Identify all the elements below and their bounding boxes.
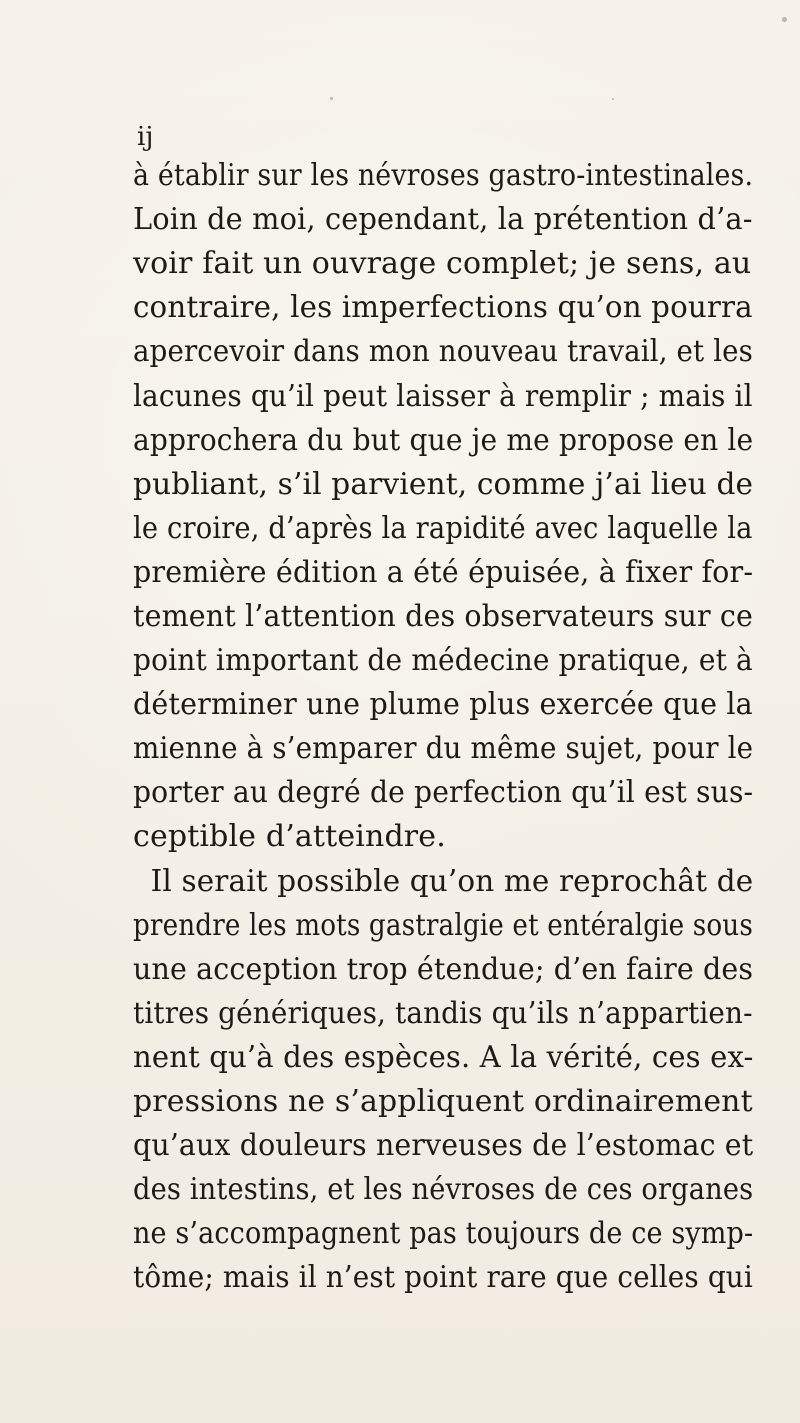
text-line: apercevoir dans mon nouveau travail, et les [133, 334, 753, 370]
text-line: contraire, les imperfections qu’on pourra [133, 290, 753, 326]
paper-speck [330, 97, 333, 100]
text-line: le croire, d’après la rapidité avec laquelle la [133, 510, 753, 546]
text-line: prendre les mots gastralgie et entéralgie sous [133, 907, 753, 943]
text-line: une acception trop étendue; d’en faire des [133, 951, 754, 987]
text-line: lacunes qu’il peut laisser à remplir ; mais il [133, 378, 753, 414]
text-line: titres génériques, tandis qu’ils n’appartien- [133, 995, 753, 1031]
text-line: pressions ne s’appliquent ordinairement [133, 1084, 753, 1120]
paper-speck [612, 98, 614, 100]
text-line: ceptible d’atteindre. [133, 819, 446, 855]
text-line: point important de médecine pratique, et à [133, 643, 753, 679]
text-line: Loin de moi, cependant, la prétention d’a- [133, 202, 753, 238]
text-line: Il serait possible qu’on me reprochât de [150, 863, 754, 899]
text-line: ne s’accompagnent pas toujours de ce symp- [133, 1216, 754, 1252]
text-line: voir fait un ouvrage complet; je sens, au [133, 246, 752, 282]
text-line: première édition a été épuisée, à fixer for- [133, 554, 754, 590]
text-line: nent qu’à des espèces. A la vérité, ces ex- [133, 1039, 754, 1075]
text-line: publiant, s’il parvient, comme j’ai lieu de [133, 466, 754, 502]
text-line: à établir sur les névroses gastro-intestinales. [133, 158, 754, 194]
text-line: tement l’attention des observateurs sur ce [133, 598, 754, 634]
text-line: déterminer une plume plus exercée que la [133, 687, 753, 723]
text-line: qu’aux douleurs nerveuses de l’estomac et [133, 1128, 754, 1164]
page-number: ij [137, 122, 154, 152]
text-line: des intestins, et les névroses de ces organes [133, 1172, 754, 1208]
text-line: approchera du but que je me propose en le [133, 422, 754, 458]
text-line: tôme; mais il n’est point rare que celles qui [133, 1260, 753, 1296]
paper-speck [782, 17, 787, 22]
text-line: mienne à s’emparer du même sujet, pour le [133, 731, 754, 767]
page-text [133, 154, 753, 1300]
text-line: porter au degré de perfection qu’il est sus- [133, 775, 754, 811]
